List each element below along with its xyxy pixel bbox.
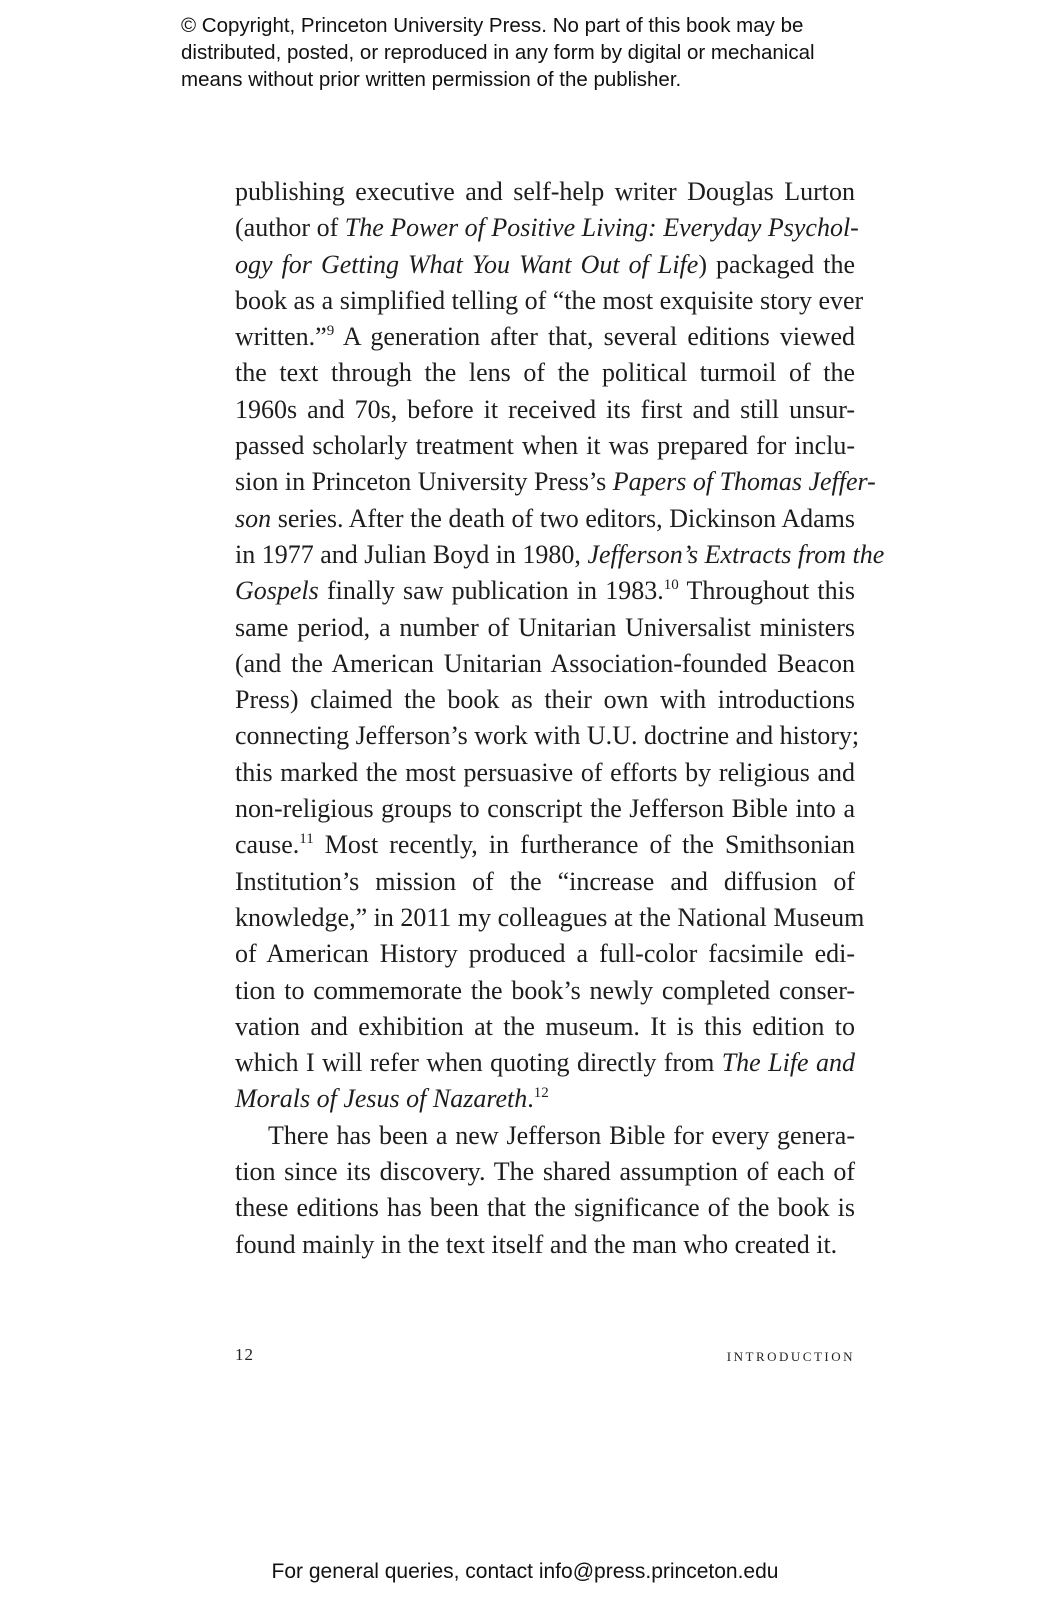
copyright-line: means without prior written permission of the publisher. bbox=[181, 68, 682, 91]
paragraph bbox=[235, 1118, 855, 1263]
text-run: ) packaged the bbox=[698, 249, 855, 279]
text-run: series. After the death of two editors, Dickinson Adams bbox=[271, 503, 855, 533]
text-run: same period, a number of Unitarian Universalist ministers bbox=[235, 612, 855, 642]
text-line bbox=[235, 501, 855, 537]
text-run: knowledge,” in 2011 my colleagues at the National Museum bbox=[235, 902, 865, 932]
footnote-marker: 12 bbox=[533, 1085, 549, 1102]
text-run: passed scholarly treatment when it was prepared for inclu- bbox=[235, 431, 855, 461]
body-text bbox=[235, 174, 885, 1263]
paragraph bbox=[235, 174, 885, 1118]
copyright-line: distributed, posted, or reproduced in any form by digital or mechanical bbox=[181, 41, 815, 64]
text-run: (and the American Unitarian Association-founded Beacon bbox=[235, 648, 855, 678]
book-title-italic: Gospels bbox=[235, 576, 319, 606]
text-run: tion since its discovery. The shared assumption of each of bbox=[235, 1157, 855, 1187]
text-run: vation and exhibition at the museum. It is this edition to bbox=[235, 1011, 855, 1041]
text-line bbox=[235, 646, 855, 682]
text-line bbox=[235, 1154, 855, 1190]
footnote-marker: 11 bbox=[299, 831, 314, 848]
text-run: the text through the lens of the political turmoil of the bbox=[235, 358, 855, 388]
text-line bbox=[235, 537, 885, 573]
contact-line: For general queries, contact info@press.princeton.edu bbox=[271, 1560, 779, 1583]
footnote-marker: 10 bbox=[663, 577, 679, 594]
text-line bbox=[235, 174, 855, 210]
text-line bbox=[235, 355, 855, 391]
text-line bbox=[235, 864, 855, 900]
text-line bbox=[235, 682, 855, 718]
text-run: book as a simplified telling of “the most exquisite story ever bbox=[235, 285, 864, 315]
text-line bbox=[235, 1009, 855, 1045]
text-run: in 1977 and Julian Boyd in 1980, bbox=[235, 539, 588, 569]
text-line bbox=[235, 791, 855, 827]
text-run: 1960s and 70s, before it received its first and still unsur- bbox=[235, 394, 855, 424]
text-run: sion in Princeton University Press’s bbox=[235, 467, 613, 497]
text-line bbox=[235, 755, 855, 791]
copyright-line: © Copyright, Princeton University Press. No part of this book may be bbox=[181, 14, 804, 37]
text-run: which I will refer when quoting directly from bbox=[235, 1048, 722, 1078]
text-run: non-religious groups to conscript the Jefferson Bible into a bbox=[235, 794, 855, 824]
book-title-italic: ogy for Getting What You Want Out of Life bbox=[235, 249, 699, 279]
text-line bbox=[235, 1227, 855, 1263]
text-line bbox=[235, 936, 855, 972]
text-run: these editions has been that the significance of the book is bbox=[235, 1193, 855, 1223]
text-run: tion to commemorate the book’s newly completed conser- bbox=[235, 975, 855, 1005]
text-line bbox=[235, 573, 855, 609]
text-line bbox=[235, 900, 865, 936]
running-head: introduction bbox=[726, 1345, 855, 1366]
text-line bbox=[235, 319, 855, 355]
text-line bbox=[235, 428, 855, 464]
book-title-italic: Jefferson’s Extracts from the bbox=[587, 539, 885, 569]
text-run: publishing executive and self-help writer Douglas Lurton bbox=[235, 177, 855, 206]
page-footer bbox=[235, 1345, 855, 1369]
text-line bbox=[235, 210, 859, 246]
text-run: of American History produced a full-color facsimile edi- bbox=[235, 939, 855, 969]
text-run: Press) claimed the book as their own with introductions bbox=[235, 685, 855, 715]
text-run: finally saw publication in 1983. bbox=[318, 576, 664, 606]
text-line bbox=[235, 283, 864, 319]
text-run: written.” bbox=[235, 322, 327, 352]
text-run: . bbox=[527, 1084, 534, 1114]
text-run: connecting Jefferson’s work with U.U. doctrine and history; bbox=[235, 721, 860, 751]
text-line bbox=[235, 610, 855, 646]
text-line bbox=[235, 1190, 855, 1226]
text-line bbox=[235, 718, 860, 754]
text-run: this marked the most persuasive of efforts by religious and bbox=[235, 757, 855, 787]
text-line bbox=[235, 1045, 855, 1081]
book-title-italic: The Life and bbox=[721, 1048, 855, 1078]
text-run: There has been a new Jefferson Bible for every genera- bbox=[268, 1120, 855, 1150]
text-line bbox=[235, 1081, 855, 1117]
page-number: 12 bbox=[235, 1345, 254, 1364]
text-run: Most recently, in furtherance of the Smithsonian bbox=[313, 830, 855, 860]
text-run: A generation after that, several editions viewed bbox=[334, 322, 855, 352]
text-run: cause. bbox=[235, 830, 300, 860]
book-title-italic: Morals of Jesus of Nazareth bbox=[235, 1084, 528, 1114]
text-line bbox=[235, 973, 855, 1009]
text-run: Throughout this bbox=[678, 576, 855, 606]
text-line bbox=[235, 392, 855, 428]
text-run: (author of bbox=[235, 213, 345, 243]
text-line bbox=[235, 247, 855, 283]
text-run: found mainly in the text itself and the man who created it. bbox=[235, 1229, 838, 1259]
book-title-italic: Papers of Thomas Jeffer- bbox=[612, 467, 876, 497]
footnote-marker: 9 bbox=[326, 323, 335, 340]
book-title-italic: The Power of Positive Living: Everyday Psychol- bbox=[344, 213, 859, 243]
text-line bbox=[235, 1118, 855, 1154]
book-title-italic: son bbox=[235, 503, 272, 533]
text-line bbox=[235, 827, 855, 863]
copyright-notice bbox=[181, 12, 941, 93]
text-line bbox=[235, 464, 876, 500]
text-run: Institution’s mission of the “increase and diffusion of bbox=[235, 866, 855, 896]
